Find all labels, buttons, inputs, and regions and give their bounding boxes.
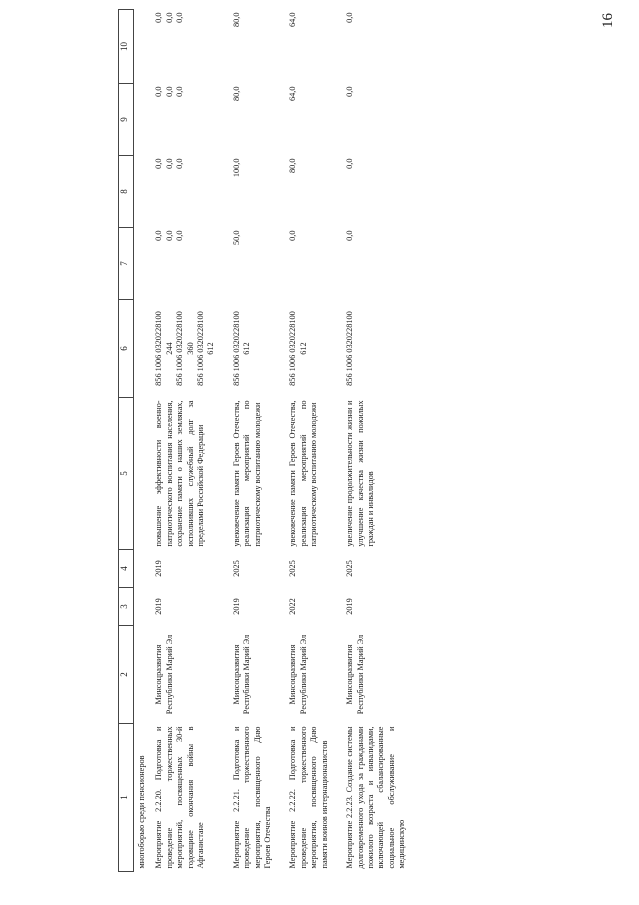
cell-c10 xyxy=(153,10,230,84)
cell-c6 xyxy=(344,300,421,398)
cell-line: 80,0 xyxy=(231,86,241,102)
cell-c4: 2019 xyxy=(154,560,164,577)
cell-c10 xyxy=(287,10,344,84)
cell-c10 xyxy=(344,10,421,84)
column-number: 10 xyxy=(119,10,134,84)
cell-c3: 2019 xyxy=(154,598,164,615)
cell-line: 856 1006 0320228100 xyxy=(288,311,298,386)
cell-c1: Мероприятие 2.2.22. Подготовка и проведение торжественного мероприятия, посвященного Дню памяти воинов интернационалистов xyxy=(288,726,329,869)
cell-line: 0,0 xyxy=(164,86,174,97)
cell-line: 612 xyxy=(206,342,216,355)
cell-line: 0,0 xyxy=(164,158,174,169)
rotated-page xyxy=(118,10,618,872)
cell-line: 0,0 xyxy=(175,158,185,169)
cell-c7 xyxy=(231,228,288,300)
cell-c1: Мероприятие 2.2.23. Создание системы долговременного ухода за гражданами пожилого возраста и инвалидами, включающей сбалансированные социальное обслуживание и медицинскую xyxy=(345,726,407,869)
cell-line: 0,0 xyxy=(175,12,185,23)
cell-c4: 2025 xyxy=(345,560,355,577)
cell-line: 64,0 xyxy=(288,86,298,102)
column-number: 2 xyxy=(119,626,134,724)
column-number: 1 xyxy=(119,724,134,872)
cell-c3: 2019 xyxy=(231,598,241,615)
cell-line: 0,0 xyxy=(154,12,164,23)
table-row xyxy=(287,10,344,872)
column-number: 7 xyxy=(119,228,134,300)
table-row xyxy=(344,10,421,872)
cell-c2: Минсоцразвития Республики Марий Эл xyxy=(154,634,174,715)
cell-c6 xyxy=(153,300,230,398)
cell-line: 100,0 xyxy=(231,158,241,178)
cell-line: 856 1006 0320228100 xyxy=(154,311,164,386)
cell-c9 xyxy=(287,84,344,156)
cell-line: 0,0 xyxy=(345,158,355,169)
cell-c9 xyxy=(231,84,288,156)
cell-line: 856 1006 0320228100 xyxy=(196,311,206,386)
cell-c2: Минсоцразвития Республики Марий Эл xyxy=(231,634,252,715)
cell-c3: 2019 xyxy=(345,598,355,615)
cell-c4: 2025 xyxy=(231,560,241,577)
cell-c7 xyxy=(153,228,230,300)
cell-c5: увеличение продолжительности жизни и улучшение качества жизни пожилых граждан и инвалидов xyxy=(345,400,375,547)
cell-line: 0,0 xyxy=(154,230,164,241)
budget-table xyxy=(118,9,422,872)
column-number: 3 xyxy=(119,588,134,626)
cell-c6 xyxy=(287,300,344,398)
section-row xyxy=(134,10,154,872)
cell-line: 0,0 xyxy=(164,230,174,241)
cell-line: 612 xyxy=(298,342,308,355)
cell-c8 xyxy=(153,156,230,228)
cell-line: 0,0 xyxy=(154,158,164,169)
cell-c4: 2025 xyxy=(288,560,298,577)
cell-c2: Минсоцразвития Республики Марий Эл xyxy=(288,634,308,715)
cell-line: 856 1006 0320228100 xyxy=(231,311,241,386)
cell-c9 xyxy=(153,84,230,156)
column-number: 5 xyxy=(119,398,134,550)
cell-line: 0,0 xyxy=(288,230,298,241)
cell-line: 0,0 xyxy=(175,86,185,97)
cell-line: 612 xyxy=(242,342,252,355)
cell-line: 0,0 xyxy=(154,86,164,97)
cell-line: 360 xyxy=(185,342,195,355)
cell-c2: Минсоцразвития Республики Марий Эл xyxy=(345,634,365,715)
cell-line: 80,0 xyxy=(288,158,298,174)
column-number-row xyxy=(119,10,134,872)
cell-c8 xyxy=(287,156,344,228)
cell-c1: Мероприятие 2.2.20. Подготовка и проведение торжественных мероприятий, посвященных 30-й годовщине окончания войны в Афганистане xyxy=(154,726,206,869)
cell-line: 0,0 xyxy=(345,230,355,241)
cell-line: 50,0 xyxy=(231,230,241,246)
cell-line: 856 1006 0320228100 xyxy=(175,311,185,386)
cell-line: 64,0 xyxy=(288,12,298,28)
cell-c8 xyxy=(231,156,288,228)
cell-line: 0,0 xyxy=(345,12,355,23)
cell-line: 0,0 xyxy=(164,12,174,23)
cell-line: 80,0 xyxy=(231,12,241,28)
cell-c3: 2022 xyxy=(288,598,298,615)
cell-c10 xyxy=(231,10,288,84)
cell-c1: Мероприятие 2.2.21. Подготовка и проведение торжественного мероприятия, посвященного Дню Героев Отечества xyxy=(231,726,273,869)
cell-c5: повышение эффективности военно-патриотического воспитания населения, сохранение памяти о наших земляках, исполнивших служебный долг за пределами Российской Федерации xyxy=(154,400,206,547)
cell-line: 244 xyxy=(164,342,174,355)
table-row xyxy=(153,10,230,872)
cell-line: 0,0 xyxy=(345,86,355,97)
cell-c6 xyxy=(231,300,288,398)
column-number: 6 xyxy=(119,300,134,398)
cell-c5: увековечение памяти Героев Отечества, реализация мероприятий по патриотическому воспитанию молодежи xyxy=(231,400,262,547)
column-number: 4 xyxy=(119,550,134,588)
cell-c9 xyxy=(344,84,421,156)
cell-line: 856 1006 0320228100 xyxy=(345,311,355,386)
cell-c8 xyxy=(344,156,421,228)
cell-c7 xyxy=(344,228,421,300)
table-row xyxy=(231,10,288,872)
column-number: 9 xyxy=(119,84,134,156)
cell-line: 0,0 xyxy=(175,230,185,241)
cell-c7 xyxy=(287,228,344,300)
section-text: многоборью среди пенсионеров xyxy=(137,755,146,869)
column-number: 8 xyxy=(119,156,134,228)
cell-c5: увековечение памяти Героев Отечества, реализация мероприятий по патриотическому воспитанию молодежи xyxy=(288,400,319,547)
page-number: 16 xyxy=(600,13,616,28)
